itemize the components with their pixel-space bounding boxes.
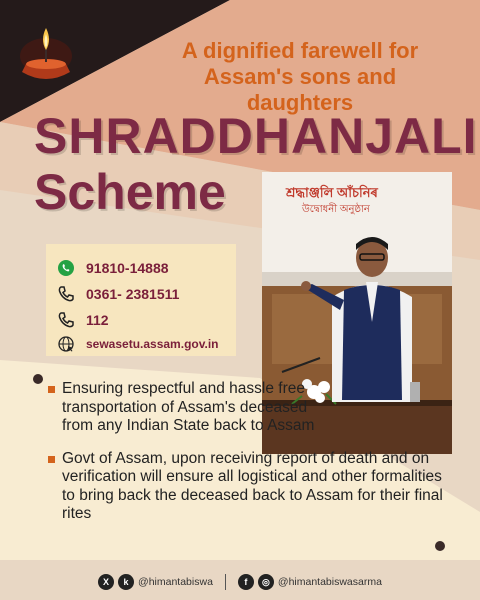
tagline-line1: A dignified farewell for [181, 38, 419, 63]
bullet-item: Govt of Assam, upon receiving report of death and on verification will ensure all logistical and other formalities to bring back the deceased back to Assam for their final rites [48, 450, 448, 524]
instagram-icon[interactable]: ◎ [258, 574, 274, 590]
scheme-title: SHRADDHANJALI [34, 108, 478, 164]
phone-icon [56, 284, 76, 304]
tagline-line2: Assam's sons and daughters [203, 64, 397, 115]
tagline [150, 38, 450, 116]
contact-website[interactable] [56, 334, 219, 354]
contact-phone-2[interactable] [56, 310, 109, 330]
contact-box [46, 244, 236, 356]
divider [225, 574, 226, 590]
contact-text: 91810-14888 [86, 260, 169, 276]
scheme-subtitle: Scheme [34, 164, 226, 220]
contact-text: 112 [86, 312, 109, 328]
social-footer [0, 570, 480, 594]
whatsapp-icon [56, 258, 76, 278]
contact-text: 0361- 2381511 [86, 286, 180, 302]
social-handle[interactable]: @himantabiswasarma [277, 576, 382, 588]
bullet-item: Ensuring respectful and hassle free transportation of Assam's deceased from any Indian State back to Assam [48, 380, 332, 436]
x-icon[interactable]: X [98, 574, 114, 590]
banner-title: শ্ৰদ্ধাঞ্জলি আঁচনিৰ [286, 185, 378, 200]
contact-whatsapp[interactable] [56, 258, 169, 278]
bullet-list [48, 380, 448, 524]
globe-icon [56, 334, 76, 354]
contact-text: sewasetu.assam.gov.in [86, 337, 219, 351]
contact-phone-1[interactable] [56, 284, 179, 304]
koo-icon[interactable]: k [118, 574, 134, 590]
phone-icon [56, 310, 76, 330]
banner-subtitle: উদ্বোধনী অনুষ্ঠান [302, 204, 370, 215]
facebook-icon[interactable]: f [238, 574, 254, 590]
social-handle[interactable]: @himantabiswa [138, 576, 213, 588]
